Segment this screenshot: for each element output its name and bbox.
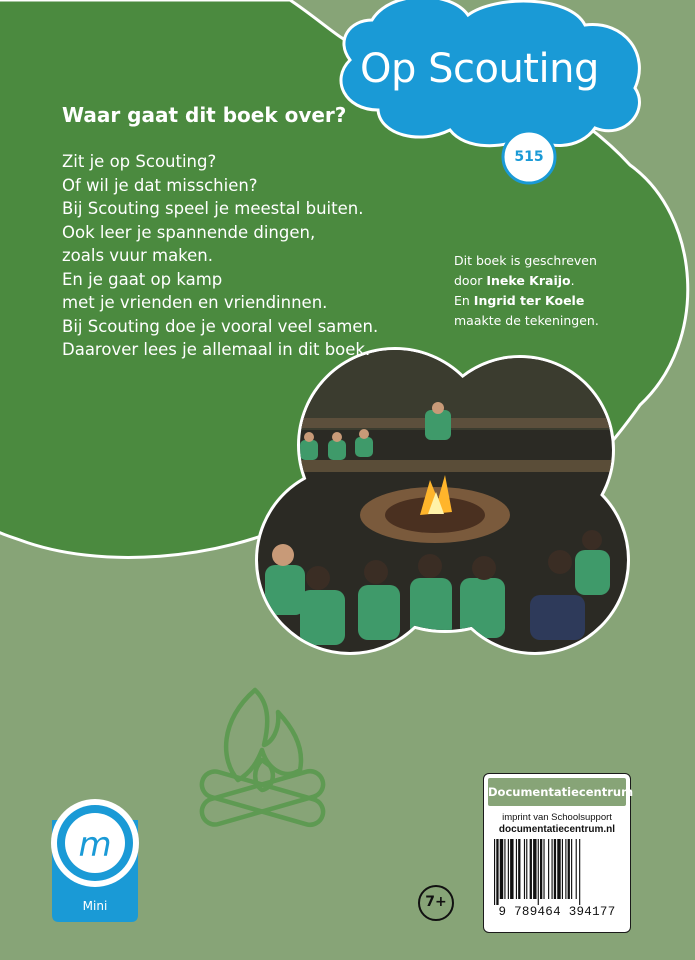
- barcode-bar: [538, 839, 539, 905]
- barcode-bar: [552, 839, 553, 899]
- barcode-bar: [504, 839, 505, 899]
- campfire-icon: [199, 690, 326, 828]
- back-cover-heading: Waar gaat dit boek over?: [62, 103, 347, 127]
- credits-line-2: door Ineke Kraijo.: [454, 273, 575, 288]
- barcode-bar: [510, 839, 513, 899]
- barcode-bar: [526, 839, 527, 899]
- description-line: Ook leer je spannende dingen,: [62, 222, 316, 242]
- series-title: Op Scouting: [360, 46, 599, 92]
- illustrator-name: Ingrid ter Koele: [473, 293, 585, 308]
- barcode-bar: [508, 839, 509, 899]
- book-number-badge: 515: [514, 149, 544, 165]
- barcode-bar: [543, 839, 544, 899]
- barcode: [494, 839, 622, 905]
- isbn-number: 9 789464 394177: [498, 905, 616, 919]
- barcode-bar: [554, 839, 556, 899]
- credits-line-3: En Ingrid ter Koele: [454, 293, 585, 308]
- description-line: Daarover lees je allemaal in dit boek.: [62, 340, 371, 359]
- publisher-name: Documentatiecentrum: [488, 778, 626, 806]
- barcode-bar: [562, 839, 563, 899]
- mini-logo-label: Mini: [82, 899, 108, 913]
- svg-text:m: m: [78, 825, 112, 865]
- barcode-bar: [533, 839, 536, 899]
- barcode-bar: [494, 839, 495, 905]
- barcode-bar: [540, 839, 542, 899]
- publisher-website: documentatiecentrum.nl: [498, 824, 616, 835]
- description-line: Bij Scouting speel je meestal buiten.: [62, 199, 364, 218]
- description-line: Bij Scouting doe je vooral veel samen.: [62, 316, 379, 336]
- barcode-bar: [565, 839, 566, 899]
- description-line: Zit je op Scouting?: [62, 152, 217, 171]
- barcode-bar: [571, 839, 572, 899]
- credits-line-4: maakte de tekeningen.: [454, 313, 599, 328]
- barcode-bar: [524, 839, 525, 899]
- description-text: [62, 150, 378, 362]
- author-name: Ineke Kraijo: [486, 273, 571, 288]
- publisher-tagline: imprint van Schoolsupport: [502, 812, 612, 823]
- description-line: zoals vuur maken.: [62, 246, 214, 265]
- barcode-bar: [576, 839, 577, 899]
- barcode-bar: [548, 839, 549, 899]
- barcode-bar: [557, 839, 560, 899]
- description-line: met je vrienden en vriendinnen.: [62, 293, 328, 312]
- description-line: En je gaat op kamp: [62, 269, 223, 289]
- description-line: Of wil je dat misschien?: [62, 175, 258, 195]
- age-badge: 7+: [418, 885, 454, 921]
- barcode-bar: [530, 839, 532, 899]
- credits-text: [454, 251, 599, 331]
- credits-line-1: Dit boek is geschreven: [454, 253, 597, 268]
- barcode-bar: [568, 839, 570, 899]
- barcode-bar: [579, 839, 580, 905]
- barcode-bar: [518, 839, 520, 899]
- barcode-bar: [500, 839, 503, 899]
- publisher-box: [483, 773, 634, 933]
- barcode-bar: [516, 839, 517, 899]
- barcode-bar: [496, 839, 498, 905]
